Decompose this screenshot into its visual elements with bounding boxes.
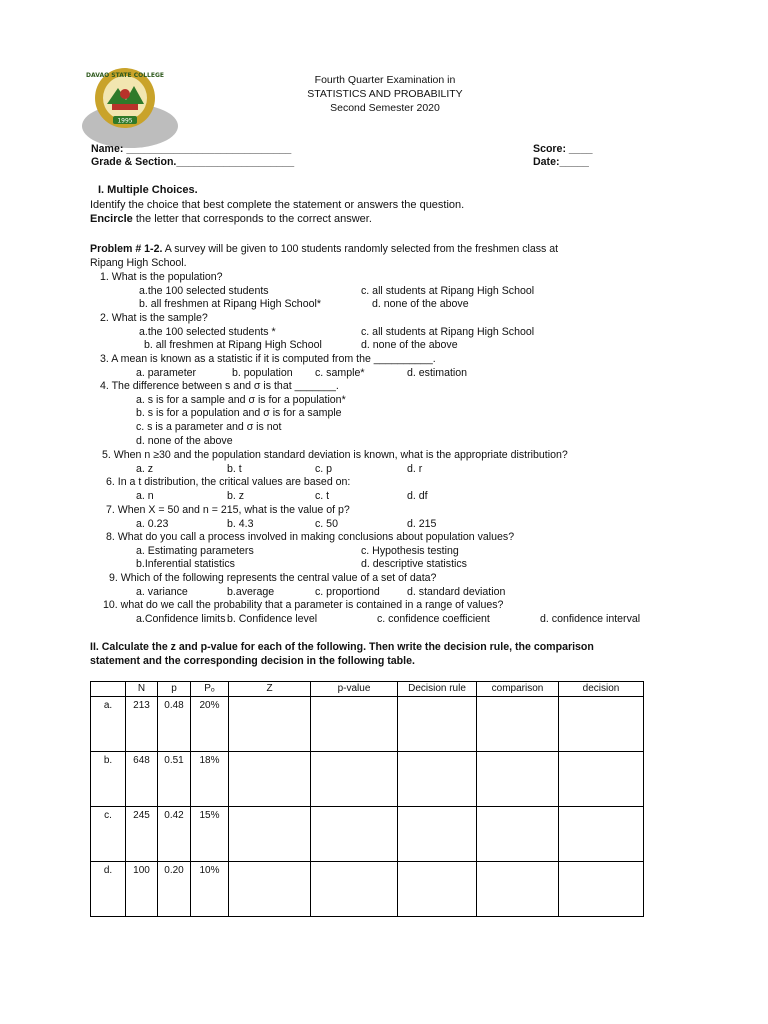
seal-sun [120,89,130,99]
q8-option-c[interactable]: c. Hypothesis testing [361,545,459,557]
cell-z[interactable] [229,807,311,862]
q5-option-d[interactable]: d. r [407,463,423,475]
q1-option-b[interactable]: b. all freshmen at Ripang High School* [139,298,321,310]
cell-comparison[interactable] [477,807,559,862]
seal-year: 1995 [117,117,133,125]
q10-option-b[interactable]: b. Confidence level [227,613,318,625]
q2-option-a[interactable]: a.the 100 selected students * [139,326,276,338]
cell-n: 245 [126,807,158,862]
q1-option-c[interactable]: c. all students at Ripang High School [361,285,535,297]
question-10: 10. what do we call the probability that a parameter is contained in a range of values? [103,599,504,611]
q8-option-d[interactable]: d. descriptive statistics [361,558,467,570]
q4-option-d[interactable]: d. none of the above [136,435,233,447]
row-label: a. [91,697,126,752]
cell-decision-rule[interactable] [398,752,477,807]
question-5: 5. When n ≥30 and the population standard deviation is known, what is the appropriate distribution? [102,449,568,461]
cell-decision[interactable] [559,807,644,862]
q8-option-a[interactable]: a. Estimating parameters [136,545,254,557]
q5-option-a[interactable]: a. z [136,463,154,475]
name-field[interactable]: Name: ____________________________ [91,143,292,155]
question-8: 8. What do you call a process involved in making conclusions about population values? [106,531,515,543]
table-row [91,752,644,807]
cell-p-value[interactable] [311,697,398,752]
cell-z[interactable] [229,752,311,807]
q1-option-d[interactable]: d. none of the above [372,298,469,310]
seal-icon [78,66,178,148]
question-7: 7. When X = 50 and n = 215, what is the value of p? [106,504,350,516]
cell-comparison[interactable] [477,862,559,917]
row-label: b. [91,752,126,807]
cell-z[interactable] [229,862,311,917]
q3-option-a[interactable]: a. parameter [136,367,197,379]
cell-n: 213 [126,697,158,752]
college-seal [78,66,178,148]
cell-z[interactable] [229,697,311,752]
row-label: d. [91,862,126,917]
date-field[interactable]: Date:_____ [533,156,589,168]
q3-option-b[interactable]: b. population [232,367,293,379]
q6-option-d[interactable]: d. df [407,490,428,502]
cell-comparison[interactable] [477,697,559,752]
grade-section-field[interactable]: Grade & Section.____________________ [91,156,295,168]
q6-option-b[interactable]: b. z [227,490,245,502]
header-line-2: STATISTICS AND PROBABILITY [307,88,463,100]
header-cell-comparison: comparison [477,682,559,697]
question-4: 4. The difference between s and σ is that _______. [100,380,339,392]
header-cell-po: Pₒ [191,682,229,697]
problem-statement [90,243,558,256]
q2-option-d[interactable]: d. none of the above [361,339,458,351]
cell-p: 0.51 [158,752,191,807]
q2-option-c[interactable]: c. all students at Ripang High School [361,326,535,338]
problem-label: Problem # 1-2. [90,243,163,255]
cell-decision[interactable] [559,752,644,807]
score-field[interactable]: Score: ____ [533,143,593,155]
q4-option-c[interactable]: c. s is a parameter and σ is not [136,421,282,433]
q8-option-b[interactable]: b.Inferential statistics [136,558,235,570]
q7-option-c[interactable]: c. 50 [315,518,338,530]
cell-p-value[interactable] [311,752,398,807]
cell-decision-rule[interactable] [398,862,477,917]
question-1: 1. What is the population? [100,271,223,283]
seal-name: DAVAO STATE COLLEGE [86,72,164,79]
q10-option-a[interactable]: a.Confidence limits [136,613,226,625]
q9-option-d[interactable]: d. standard deviation [407,586,506,598]
question-6: 6. In a t distribution, the critical values are based on: [106,476,351,488]
q3-option-d[interactable]: d. estimation [407,367,468,379]
problem-text-2: Ripang High School. [90,257,187,269]
q4-option-a[interactable]: a. s is for a sample and σ is for a population* [136,394,346,406]
q10-option-c[interactable]: c. confidence coefficient [377,613,490,625]
cell-p-value[interactable] [311,807,398,862]
header-cell-decision-rule: Decision rule [398,682,477,697]
question-9: 9. Which of the following represents the central value of a set of data? [109,572,437,584]
cell-n: 648 [126,752,158,807]
q4-option-b[interactable]: b. s is for a population and σ is for a sample [136,407,342,419]
z-test-table [90,681,644,917]
cell-p: 0.42 [158,807,191,862]
encircle-word: Encircle [90,213,133,225]
q5-option-c[interactable]: c. p [315,463,333,475]
header-cell-p-value: p-value [311,682,398,697]
q7-option-d[interactable]: d. 215 [407,518,437,530]
q9-option-b[interactable]: b.average [227,586,275,598]
table-row [91,807,644,862]
header-cell-n: N [126,682,158,697]
problem-text-1: A survey will be given to 100 students randomly selected from the freshmen class at [162,243,559,255]
cell-n: 100 [126,862,158,917]
table-row [91,697,644,752]
cell-po: 15% [191,807,229,862]
cell-comparison[interactable] [477,752,559,807]
q10-option-d[interactable]: d. confidence interval [540,613,641,625]
q7-option-a[interactable]: a. 0.23 [136,518,169,530]
part2-line-1: II. Calculate the z and p-value for each of the following. Then write the decision rule, the comparison [90,641,594,653]
cell-po: 10% [191,862,229,917]
header-cell-z: Z [229,682,311,697]
q5-option-b[interactable]: b. t [227,463,242,475]
part1-instruction-2 [90,213,372,226]
q2-option-b[interactable]: b. all freshmen at Ripang High School [144,339,322,351]
q9-option-a[interactable]: a. variance [136,586,188,598]
seal-band [112,104,138,110]
q6-option-a[interactable]: a. n [136,490,154,502]
table-row [91,862,644,917]
part1-title: I. Multiple Choices. [98,184,198,196]
cell-decision[interactable] [559,862,644,917]
header-cell-p: p [158,682,191,697]
header-cell [91,682,126,697]
cell-p-value[interactable] [311,862,398,917]
cell-decision-rule[interactable] [398,807,477,862]
cell-po: 18% [191,752,229,807]
exam-header [240,73,530,115]
q3-option-c[interactable]: c. sample* [315,367,365,379]
header-cell-decision: decision [559,682,644,697]
row-label: c. [91,807,126,862]
part1-instruction-1: Identify the choice that best complete the statement or answers the question. [90,199,465,211]
cell-p: 0.48 [158,697,191,752]
q9-option-c[interactable]: c. proportiond [315,586,380,598]
header-line-1: Fourth Quarter Examination in [314,74,456,86]
q6-option-c[interactable]: c. t [315,490,330,502]
header-line-3: Second Semester 2020 [330,102,440,114]
question-2: 2. What is the sample? [100,312,208,324]
table-header-row [91,682,644,697]
q7-option-b[interactable]: b. 4.3 [227,518,254,530]
cell-p: 0.20 [158,862,191,917]
cell-decision-rule[interactable] [398,697,477,752]
part2-line-2: statement and the corresponding decision in the following table. [90,655,415,667]
instruction-rest: the letter that corresponds to the correct answer. [132,213,372,225]
question-3: 3. A mean is known as a statistic if it is computed from the __________. [100,353,436,365]
cell-po: 20% [191,697,229,752]
cell-decision[interactable] [559,697,644,752]
q1-option-a[interactable]: a.the 100 selected students [139,285,269,297]
